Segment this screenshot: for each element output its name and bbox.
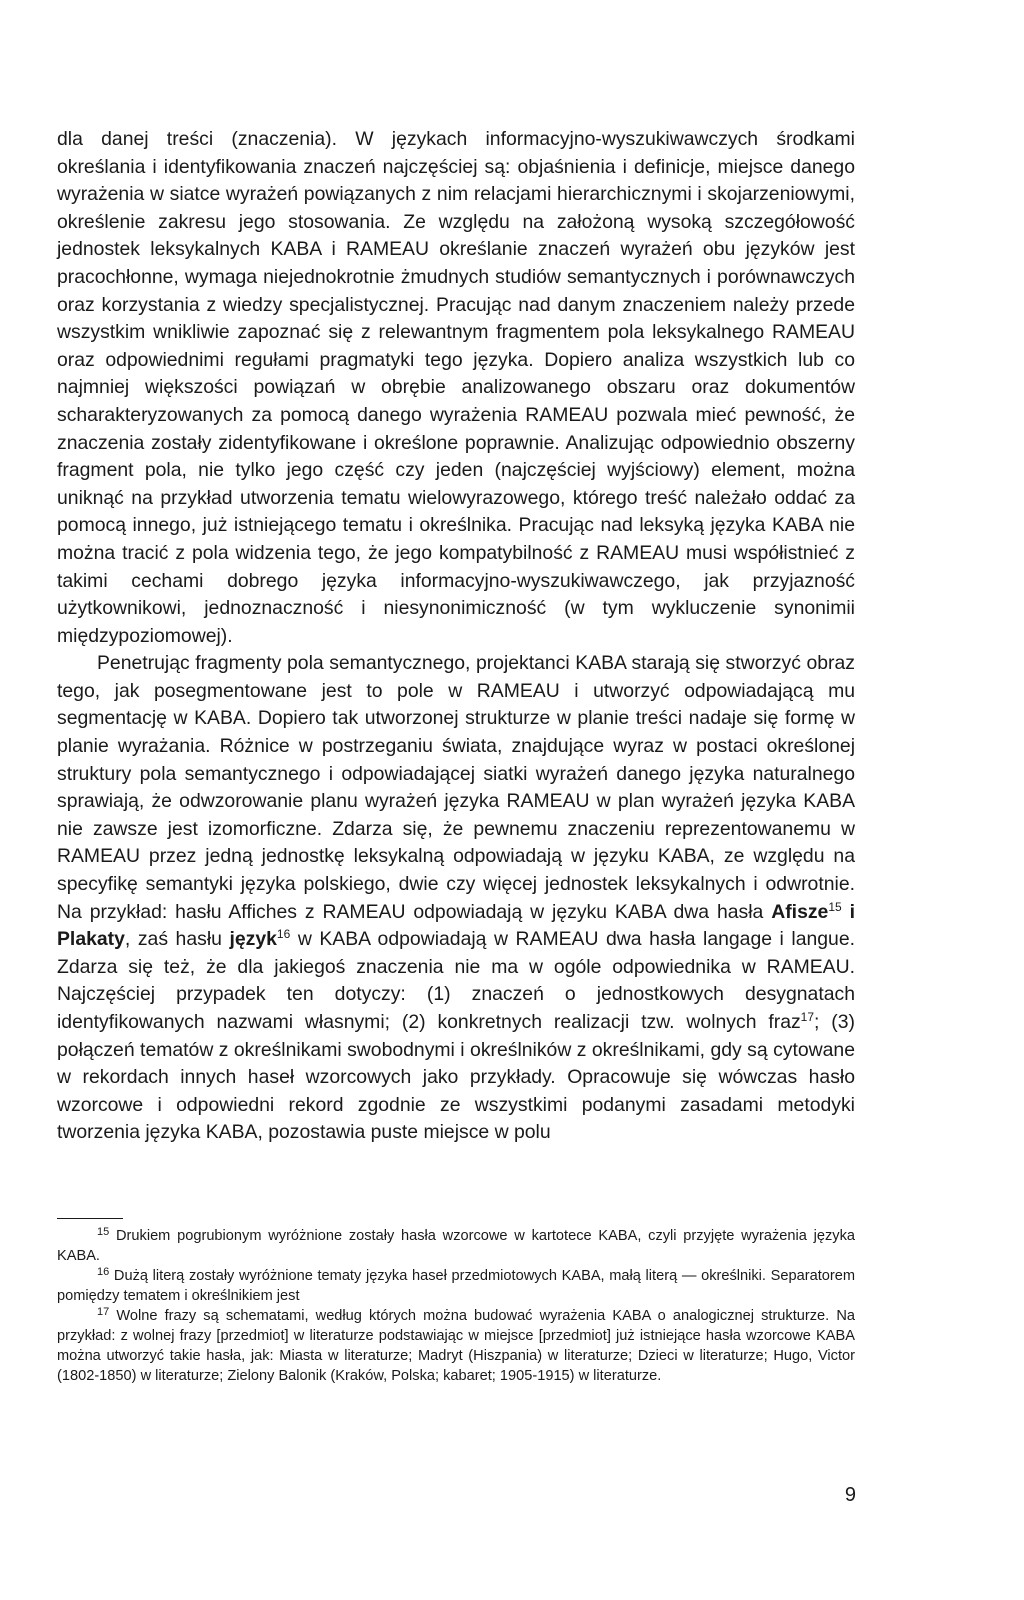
footnote-number: 15: [97, 1226, 110, 1238]
term-jezyk: język: [229, 928, 277, 951]
main-text: [57, 126, 855, 1147]
footnote-number: 16: [97, 1266, 110, 1278]
footnote-17: [57, 1306, 855, 1386]
footnote-16: [57, 1266, 855, 1306]
footnote-divider: [57, 1218, 123, 1219]
term-afisze: Afisze: [771, 900, 829, 923]
page-number: 9: [844, 1484, 856, 1506]
footnote-text: Wolne frazy są schematami, według których można budować wyrażenia KABA o analogicznej strukturze. Na przykład: z wolnej frazy [przedmiot] w literaturze podstawiając w miejsce [przedmiot] już istniejące hasła wzorcowe KABA można utworzyć takie hasła, jak: Miasta w literaturze; Madryt (Hiszpania) w literaturze; Dzieci w literaturze; Hugo, Victor (1802-1850) w literaturze; Zielony Balonik (Kraków, Polska; kabaret; 1905-1915) w literaturze.: [57, 1308, 855, 1384]
footnote-ref-16[interactable]: 16: [276, 927, 291, 942]
conjunction-i: i: [849, 900, 855, 923]
paragraph-2: [57, 650, 855, 1147]
footnote-ref-15[interactable]: 15: [828, 899, 842, 914]
footnote-number: 17: [97, 1306, 110, 1318]
footnote-15: [57, 1226, 855, 1266]
paragraph-1: [57, 126, 855, 650]
footnotes: [57, 1226, 855, 1386]
term-plakaty: Plakaty: [57, 928, 125, 951]
paragraph-2-text-c: , zaś hasłu: [124, 928, 222, 951]
paragraph-2-text-e: ; (3) połączeń tematów z określnikami swobodnymi i określników z określnikami, gdy są cytowane w rekordach innych haseł wzorcowych jako przykłady. Opracowuje się wówczas hasło wzorcowe i odpowiedni rekord zgodnie ze wszystkimi podanymi zasadami metodyki tworzenia języka KABA, pozostawia puste miejsce w polu: [57, 1011, 855, 1144]
paragraph-2-text-d: w KABA odpowiadają w RAMEAU dwa hasła langage i langue. Zdarza się też, że dla jakiegoś znaczenia nie ma w ogóle odpowiednika w RAMEAU. Najczęściej przypadek ten dotyczy: (1) znaczeń o jednostkowych desygnatach identyfikowanych nazwami własnymi; (2) konkretnych realizacji tzw. wolnych fraz: [57, 928, 856, 1033]
footnote-text: Drukiem pogrubionym wyróżnione zostały hasła wzorcowe w kartotece KABA, czyli przyjęte wyrażenia języka KABA.: [57, 1228, 855, 1264]
footnote-text: Dużą literą zostały wyróżnione tematy języka haseł przedmiotowych KABA, małą literą — określniki. Separatorem pomiędzy tematem i określnikiem jest: [57, 1268, 856, 1304]
paragraph-1-text: dla danej treści (znaczenia). W językach informacyjno-wyszukiwawczych środkami określania i identyfikowania znaczeń najczęściej są: objaśnienia i definicje, miejsce danego wyrażenia w siatce wyrażeń powiązanych z nim relacjami hierarchicznymi i skojarzeniowymi, określenie zakresu jego stosowania. Ze względu na założoną wysoką szczegółowość jednostek leksykalnych KABA i RAMEAU określanie znaczeń wyrażeń obu języków jest pracochłonne, wymaga niejednokrotnie żmudnych studiów semantycznych i porównawczych oraz korzystania z wiedzy specjalistycznej. Pracując nad danym znaczeniem należy przede wszystkim wnikliwie zapoznać się z relewantnym fragmentem pola leksykalnego RAMEAU oraz odpowiednimi regułami pragmatyki tego języka. Dopiero analiza wszystkich lub co najmniej większości powiązań w obrębie analizowanego obszaru oraz dokumentów scharakteryzowanych za pomocą danego wyrażenia RAMEAU pozwala mieć pewność, że znaczenia zostały zidentyfikowane i określone poprawnie. Analizując odpowiednio obszerny fragment pola, nie tylko jego część czy jeden (najczęściej wyjściowy) element, można uniknąć na przykład utworzenia tematu wielowyrazowego, którego treść należało oddać za pomocą innego, już istniejącego tematu i określnika. Pracując nad leksyką języka KABA nie można tracić z pola widzenia tego, że jego kompatybilność z RAMEAU musi współistnieć z takimi cechami dobrego języka informacyjno-wyszukiwawczego, jak przyjazność użytkownikowi, jednoznaczność i niesynonimiczność (w tym wykluczenie synonimii międzypoziomowej).: [57, 128, 855, 647]
paragraph-2-text-a: Penetrując fragmenty pola semantycznego, projektanci KABA starają się stworzyć obraz tego, jak posegmentowane jest to pole w RAMEAU i utworzyć odpowiadającą mu segmentację w KABA. Dopiero tak utworzonej strukturze w planie treści nadaje się formę w planie wyrażania. Różnice w postrzeganiu świata, znajdujące wyraz w postaci określonej struktury pola semantycznego i odpowiadającej siatki wyrażeń danego języka naturalnego sprawiają, że odwzorowanie planu wyrażeń języka RAMEAU w plan wyrażeń języka KABA nie zawsze jest izomorficzne. Zdarza się, że pewnemu znaczeniu reprezentowanemu w RAMEAU przez jedną jednostkę leksykalną odpowiadają w języku KABA, ze względu na specyfikę semantyki języka polskiego, dwie czy więcej jednostek leksykalnych i odwrotnie. Na przykład: hasłu Affiches z RAMEAU odpowiadają w języku KABA dwa hasła: [57, 652, 855, 923]
footnote-ref-17[interactable]: 17: [800, 1010, 815, 1024]
